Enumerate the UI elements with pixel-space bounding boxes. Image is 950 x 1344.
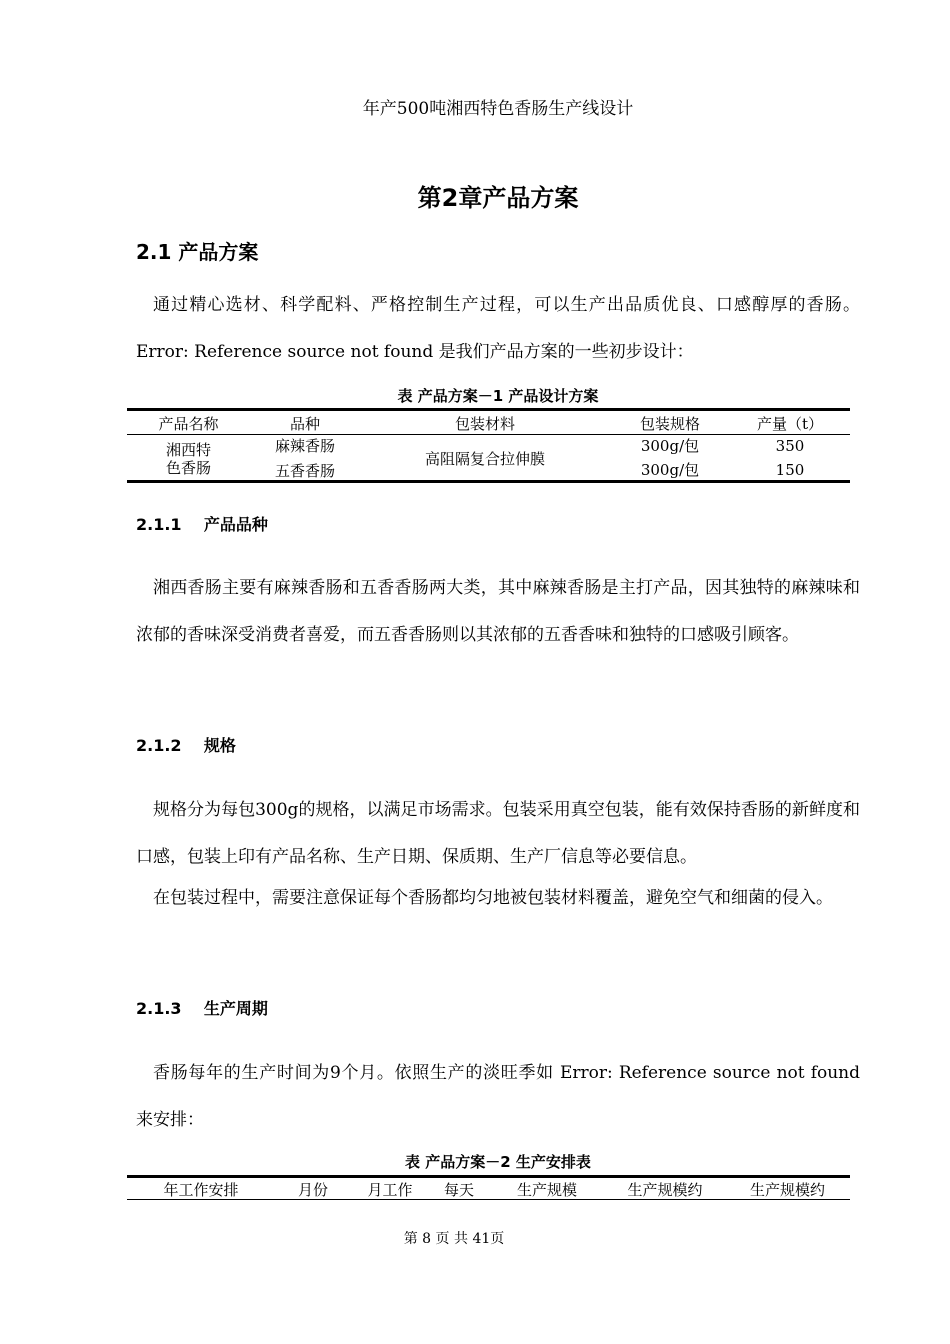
section-heading-2-1-1: 2.1.1 产品品种 [136,515,268,534]
table-top-rule [127,1175,850,1178]
table-header-cell: 年工作安排 [163,1181,239,1199]
table-top-rule [127,408,850,411]
packaging-material-cell: 高阻隔复合拉伸膜 [424,450,545,468]
chapter-title: 第2章产品方案 [417,184,579,212]
table2-caption: 表 产品方案－2 生产安排表 [405,1153,591,1171]
section-heading-2-1-3: 2.1.3 生产周期 [136,999,268,1018]
paragraph-2-1: 通过精心选材、科学配料、严格控制生产过程，可以生产出品质优良、口感醇厚的香肠。Error: Reference source not found 是我们产品方案的一些初步设计： [136,295,860,362]
paragraph-2-1-3: 香肠每年的生产时间为9个月。依照生产的淡旺季如 Error: Reference source not found 来安排： [136,1063,860,1130]
production-schedule-table [127,1175,850,1205]
table-header-cell: 生产规模约 [627,1181,703,1199]
variety-cell: 五香香肠 [274,462,335,480]
product-name-line: 湘西特 [165,441,211,459]
spec-cell: 300g/包 [640,461,700,479]
page-footer: 第 8 页 共 41页 [403,1231,505,1247]
output-cell: 350 [775,437,805,455]
paragraph-2-1-2-a: 规格分为每包300g的规格，以满足市场需求。包装采用真空包装，能有效保持香肠的新鲜度和口感，包装上印有产品名称、生产日期、保质期、生产厂信息等必要信息。 [136,800,860,867]
output-cell: 150 [775,461,805,479]
table-header-cell: 生产规模 [516,1181,577,1199]
table-header-cell: 每天 [443,1181,474,1199]
section-heading-2-1-2: 2.1.2 规格 [136,736,236,755]
table-header-cell: 包装材料 [454,415,515,433]
table-header-rule [127,434,850,435]
table-header-cell: 产量（t） [756,415,824,433]
table-header-rule [127,1199,850,1200]
product-name-cell [127,441,250,477]
table1-caption: 表 产品方案－1 产品设计方案 [397,387,599,405]
product-design-table [127,408,850,484]
table-header-cell: 月工作 [367,1181,413,1199]
paragraph-2-1-1: 湘西香肠主要有麻辣香肠和五香香肠两大类，其中麻辣香肠是主打产品，因其独特的麻辣味和浓郁的香味深受消费者喜爱，而五香香肠则以其浓郁的五香香味和独特的口感吸引顾客。 [136,578,860,645]
table-header-cell: 包装规格 [639,415,700,433]
table-header-cell: 月份 [297,1181,328,1199]
table-bottom-rule [127,480,850,483]
table-header-cell: 产品名称 [158,415,219,433]
section-heading-2-1: 2.1 产品方案 [136,240,259,264]
product-name-line: 色香肠 [165,459,211,477]
spec-cell: 300g/包 [640,437,700,455]
table-header-cell: 生产规模约 [749,1181,825,1199]
variety-cell: 麻辣香肠 [274,437,335,455]
paragraph-2-1-2-b: 在包装过程中，需要注意保证每个香肠都均匀地被包装材料覆盖，避免空气和细菌的侵入。 [153,888,833,908]
table-header-cell: 品种 [289,415,320,433]
running-header: 年产500吨湘西特色香肠生产线设计 [362,99,634,119]
